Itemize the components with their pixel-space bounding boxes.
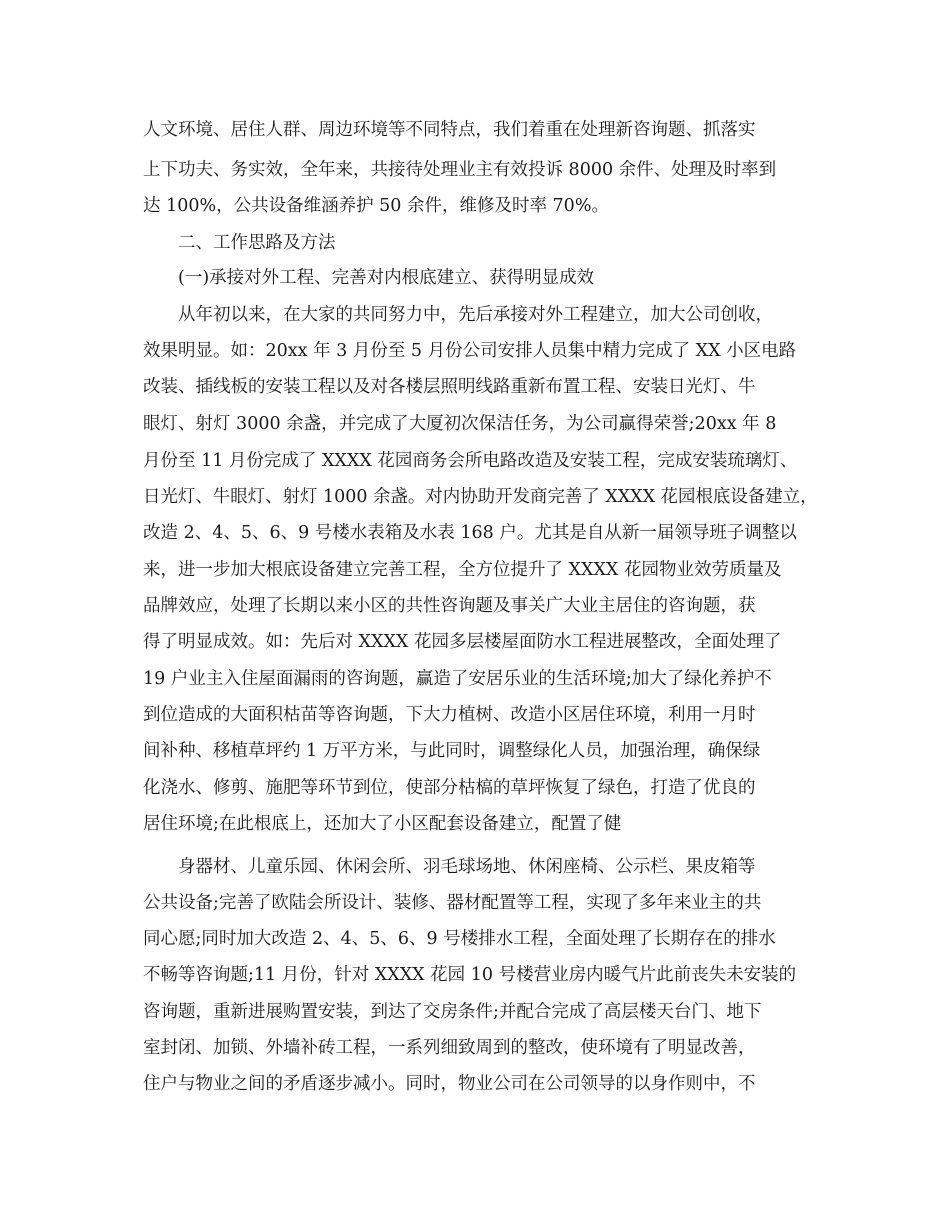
section-heading: 二、工作思路及方法 bbox=[178, 233, 336, 253]
text-line: 同心愿;同时加大改造 2、4、5、6、9 号楼排水工程，全面处理了长期存在的排水 bbox=[143, 929, 776, 949]
text-line: 化浇水、修剪、施肥等环节到位，使部分枯槁的草坪恢复了绿色，打造了优良的 bbox=[143, 778, 756, 798]
text-line: 公共设备;完善了欧陆会所设计、装修、器材配置等工程，实现了多年来业主的共 bbox=[143, 893, 762, 913]
text-line: 上下功夫、务实效，全年来，共接待处理业主有效投诉 8000 余件、处理及时率到 bbox=[143, 160, 777, 180]
text-line: 改装、插线板的安装工程以及对各楼层照明线路重新布置工程、安装日光灯、牛 bbox=[143, 377, 756, 397]
text-line: 室封闭、加锁、外墙补砖工程，一系列细致周到的整改，使环境有了明显改善， bbox=[143, 1038, 756, 1058]
text-line: 品牌效应，处理了长期以来小区的共性咨询题及事关广大业主居住的咨询题，获 bbox=[143, 596, 756, 616]
text-line: 眼灯、射灯 3000 余盏，并完成了大厦初次保洁任务，为公司赢得荣誉;20xx 年 8 bbox=[143, 414, 777, 434]
text-line: 咨询题，重新进展购置安装，到达了交房条件;并配合完成了高层楼天台门、地下 bbox=[143, 1002, 762, 1022]
text-line: 得了明显成效。如：先后对 XXXX 花园多层楼屋面防水工程进展整改，全面处理了 bbox=[143, 632, 782, 652]
text-line: 来，进一步加大根底设备建立完善工程，全方位提升了 XXXX 花园物业效劳质量及 bbox=[143, 560, 782, 580]
text-line: 改造 2、4、5、6、9 号楼水表箱及水表 168 户。尤其是自从新一届领导班子调整以 bbox=[143, 523, 797, 543]
subsection-heading: (一)承接对外工程、完善对内根底建立、获得明显成效 bbox=[178, 268, 595, 288]
text-line: 达 100%，公共设备维涵养护 50 余件，维修及时率 70%。 bbox=[143, 196, 609, 216]
text-line: 19 户业主入住屋面漏雨的咨询题，赢造了安居乐业的生活环境;加大了绿化养护不 bbox=[143, 669, 772, 689]
text-line: 身器材、儿童乐园、休闲会所、羽毛球场地、休闲座椅、公示栏、果皮箱等 bbox=[178, 857, 756, 877]
text-line: 居住环境;在此根底上，还加大了小区配套设备建立，配置了健 bbox=[143, 814, 622, 834]
text-line: 到位造成的大面积枯苗等咨询题，下大力植树、改造小区居住环境，利用一月时 bbox=[143, 705, 756, 725]
text-line: 间补种、移植草坪约 1 万平方米，与此同时，调整绿化人员，加强治理，确保绿 bbox=[143, 741, 761, 761]
text-line: 不畅等咨询题;11 月份，针对 XXXX 花园 10 号楼营业房内暖气片此前丧失未安装的 bbox=[143, 965, 797, 985]
text-line: 效果明显。如：20xx 年 3 月份至 5 月份公司安排人员集中精力完成了 XX 小区电路 bbox=[143, 341, 797, 361]
text-line: 住户与物业之间的矛盾逐步减小。同时，物业公司在公司领导的以身作则中，不 bbox=[143, 1074, 756, 1094]
text-line: 人文环境、居住人群、周边环境等不同特点，我们着重在处理新咨询题、抓落实 bbox=[143, 120, 756, 140]
text-line: 月份至 11 月份完成了 XXXX 花园商务会所电路改造及安装工程，完成安装琉璃灯、 bbox=[143, 451, 798, 471]
text-line: 日光灯、牛眼灯、射灯 1000 余盏。对内协助开发商完善了 XXXX 花园根底设备建立， bbox=[143, 487, 818, 507]
text-line: 从年初以来，在大家的共同努力中，先后承接对外工程建立，加大公司创收， bbox=[178, 305, 773, 325]
